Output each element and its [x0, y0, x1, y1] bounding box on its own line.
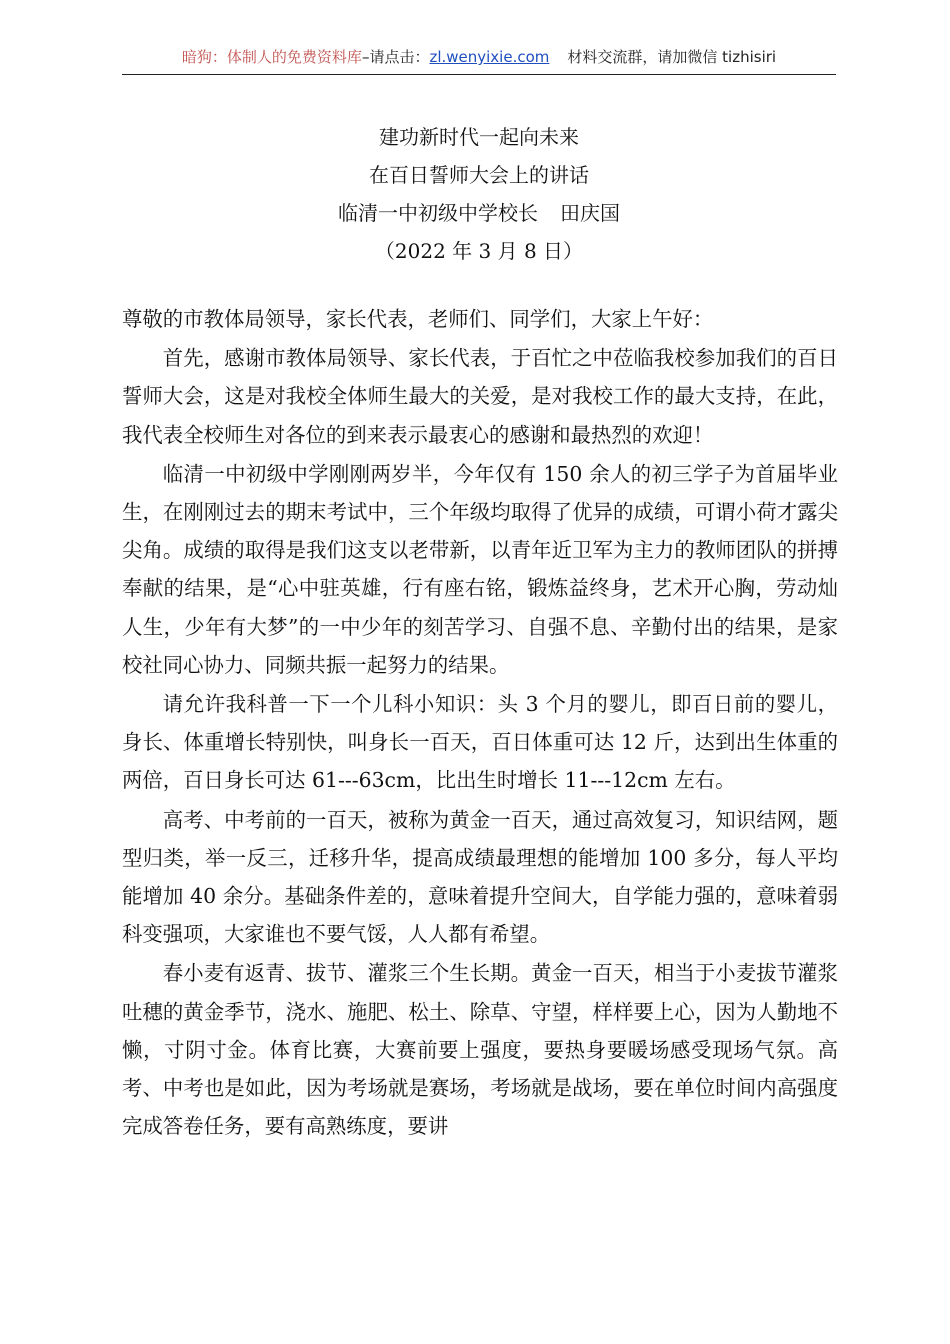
paragraph-2: 临清一中初级中学刚刚两岁半，今年仅有 150 余人的初三学子为首届毕业生，在刚刚过去的期末考试中，三个年级均取得了优异的成绩，可谓小荷才露尖尖角。成绩的取得是我们这支以老带新，以青年近卫军为主力的教师团队的拼搏奉献的结果，是“心中驻英雄，行有座右铭，锻炼益终身，艺术开心胸，劳动灿人生，少年有大梦”的一中少年的刻苦学习、自强不息、辛勤付出的结果，是家校社同心协力、同频共振一起努力的结果。 — [122, 461, 838, 677]
paragraph-5: 春小麦有返青、拔节、灌浆三个生长期。黄金一百天，相当于小麦拔节灌浆吐穗的黄金季节，浇水、施肥、松土、除草、守望，样样要上心，因为人勤地不懒，寸阴寸金。体育比赛，大赛前要上强度，要热身要暖场感受现场气氛。高考、中考也是如此，因为考场就是赛场，考场就是战场，要在单位时间内高强度完成答卷任务，要有高熟练度，要讲 — [122, 961, 838, 1139]
header-separator: –请点击： — [361, 48, 430, 66]
author-role: 临清一中初级中学校长 — [338, 201, 538, 225]
header-wechat-note: 材料交流群，请加微信 tizhisiri — [567, 48, 777, 66]
header-brand: 暗狗：体制人的免费资料库 — [181, 48, 362, 66]
salutation: 尊敬的市教体局领导，家长代表，老师们、同学们，大家上午好： — [122, 307, 714, 331]
speech-author — [122, 194, 836, 232]
speech-subtitle: 在百日誓师大会上的讲话 — [369, 163, 589, 187]
paragraph-1: 首先，感谢市教体局领导、家长代表，于百忙之中莅临我校参加我们的百日誓师大会，这是对我校全体师生最大的关爱，是对我校工作的最大支持，在此，我代表全校师生对各位的到来表示最衷心的感谢和最热烈的欢迎！ — [122, 346, 838, 447]
page-header — [122, 44, 836, 75]
speech-body — [122, 300, 838, 1146]
speech-date: （2022 年 3 月 8 日） — [374, 239, 584, 263]
author-name: 田庆国 — [560, 201, 620, 225]
title-block — [122, 118, 836, 270]
speech-title: 建功新时代一起向未来 — [379, 125, 579, 149]
header-link[interactable]: zl.wenyixie.com — [429, 48, 550, 66]
paragraph-3: 请允许我科普一下一个儿科小知识：头 3 个月的婴儿，即百日前的婴儿，身长、体重增长特别快，叫身长一百天，百日体重可达 12 斤，达到出生体重的两倍，百日身长可达 61---63cm，比出生时增长 11---12cm 左右。 — [122, 692, 838, 793]
paragraph-4: 高考、中考前的一百天，被称为黄金一百天，通过高效复习，知识结网，题型归类，举一反三，迁移升华，提高成绩最理想的能增加 100 多分，每人平均能增加 40 余分。基础条件差的，意味着提升空间大，自学能力强的，意味着弱科变强项，大家谁也不要气馁，人人都有希望。 — [122, 807, 838, 947]
